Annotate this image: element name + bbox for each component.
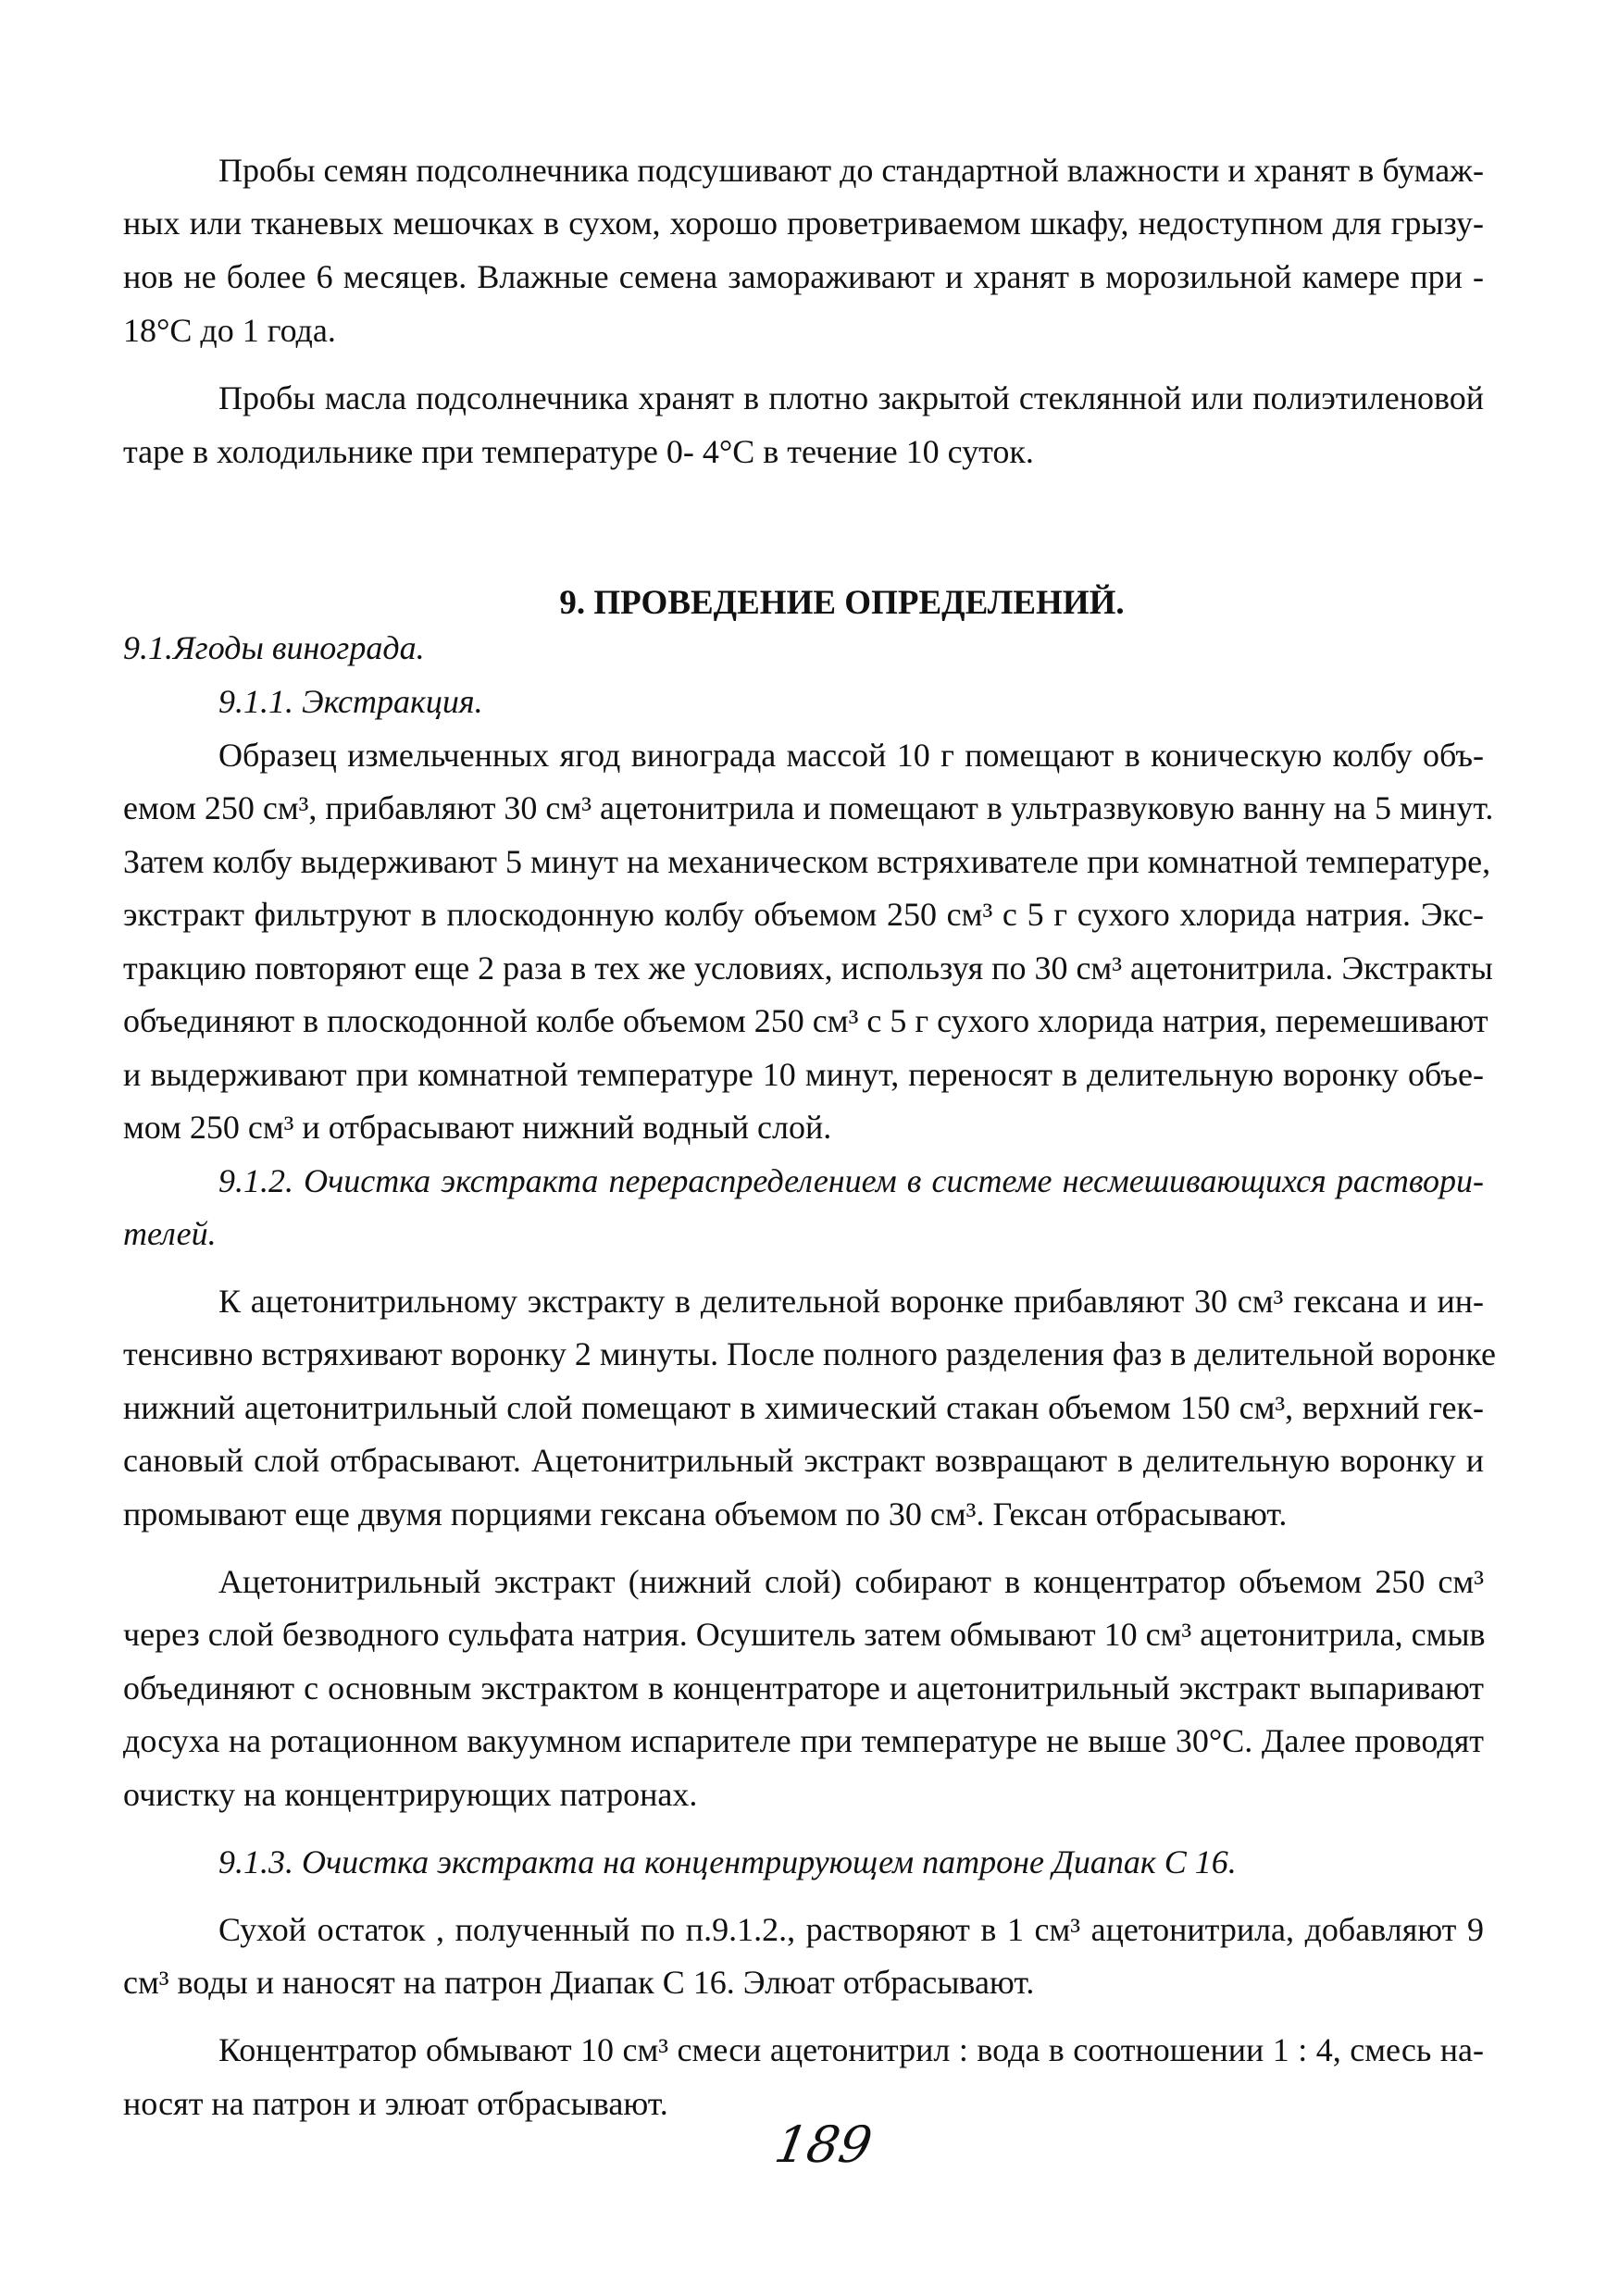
text-line: тракцию повторяют еще 2 раза в тех же условиях, используя по 30 см³ ацетонитрила. Экстракты xyxy=(123,949,1493,987)
text-line: ных или тканевых мешочках в сухом, хорошо проветриваемом шкафу, недоступном для грызу- xyxy=(123,205,1484,242)
text-line: носят на патрон и элюат отбрасывают. xyxy=(123,2085,668,2122)
text-line: нов не более 6 месяцев. Влажные семена замораживают и хранят в морозильной камере при - xyxy=(123,258,1484,295)
text-line: Ацетонитрильный экстракт (нижний слой) собирают в концентратор объемом 250 см³ xyxy=(218,1563,1484,1600)
subsection-heading: 9.1.3. Очистка экстракта на концентрирующем патроне Диапак С 16. xyxy=(218,1843,1237,1880)
text-line: Сухой остаток , полученный по п.9.1.2., растворяют в 1 см³ ацетонитрила, добавляют 9 xyxy=(218,1911,1484,1948)
text-line: Затем колбу выдерживают 5 минут на механическом встряхивателе при комнатной температуре, xyxy=(123,843,1491,880)
text-line: объединяют с основным экстрактом в концентраторе и ацетонитрильный экстракт выпаривают xyxy=(123,1669,1484,1706)
subsection-heading: 9.1.1. Экстракция. xyxy=(218,683,483,720)
subsection-heading: 9.1.2. Очистка экстракта перераспределением в системе несмешивающихся раствори- xyxy=(218,1162,1484,1199)
text-line: нижний ацетонитрильный слой помещают в химический стакан объемом 150 см³, верхний гек- xyxy=(123,1389,1484,1426)
text-line: промывают еще двумя порциями гексана объемом по 30 см³. Гексан отбрасывают. xyxy=(123,1496,1288,1533)
page-number: 189 xyxy=(770,2116,877,2174)
text-line: Пробы семян подсолнечника подсушивают до стандартной влажности и хранят в бумаж- xyxy=(218,152,1485,189)
text-line: 18°С до 1 года. xyxy=(123,312,336,349)
text-line: К ацетонитрильному экстракту в делительной воронке прибавляют 30 см³ гексана и ин- xyxy=(218,1283,1484,1320)
text-line: таре в холодильнике при температуре 0- 4°С в течение 10 суток. xyxy=(123,433,1034,470)
text-line: объединяют в плоскодонной колбе объемом 250 см³ с 5 г сухого хлорида натрия, перемешивают xyxy=(123,1002,1488,1039)
text-line: Образец измельченных ягод винограда массой 10 г помещают в коническую колбу объ- xyxy=(218,737,1484,774)
text-line: Концентратор обмывают 10 см³ смеси ацетонитрил : вода в соотношении 1 : 4, смесь на- xyxy=(218,2031,1484,2068)
text-line: через слой безводного сульфата натрия. Осушитель затем обмывают 10 см³ ацетонитрила, смыв xyxy=(123,1616,1486,1653)
text-line: экстракт фильтруют в плоскодонную колбу объемом 250 см³ с 5 г сухого хлорида натрия. Экс- xyxy=(123,896,1484,933)
text-line: Пробы масла подсолнечника хранят в плотно закрытой стеклянной или полиэтиленовой xyxy=(218,379,1484,416)
text-line: и выдерживают при комнатной температуре 10 минут, переносят в делительную воронку объе- xyxy=(123,1056,1484,1093)
text-line: очистку на концентрирующих патронах. xyxy=(123,1776,698,1813)
text-line: тенсивно встряхивают воронку 2 минуты. После полного разделения фаз в делительной воронке xyxy=(123,1335,1496,1372)
text-line: емом 250 см³, прибавляют 30 см³ ацетонитрила и помещают в ультразвуковую ванну на 5 минут. xyxy=(123,789,1494,826)
subsection-heading: 9.1.Ягоды винограда. xyxy=(123,629,425,666)
text-line: мом 250 см³ и отбрасывают нижний водный слой. xyxy=(123,1109,832,1146)
text-line: сановый слой отбрасывают. Ацетонитрильный экстракт возвращают в делительную воронку и xyxy=(123,1442,1484,1479)
text-line: см³ воды и наносят на патрон Диапак С 16. Элюат отбрасывают. xyxy=(123,1964,1035,2001)
subsection-heading: телей. xyxy=(123,1215,217,1252)
section-title: 9. ПРОВЕДЕНИЕ ОПРЕДЕЛЕНИЙ. xyxy=(559,584,1125,622)
text-line: досуха на ротационном вакуумном испарителе при температуре не выше 30°С. Далее проводят xyxy=(123,1722,1484,1759)
